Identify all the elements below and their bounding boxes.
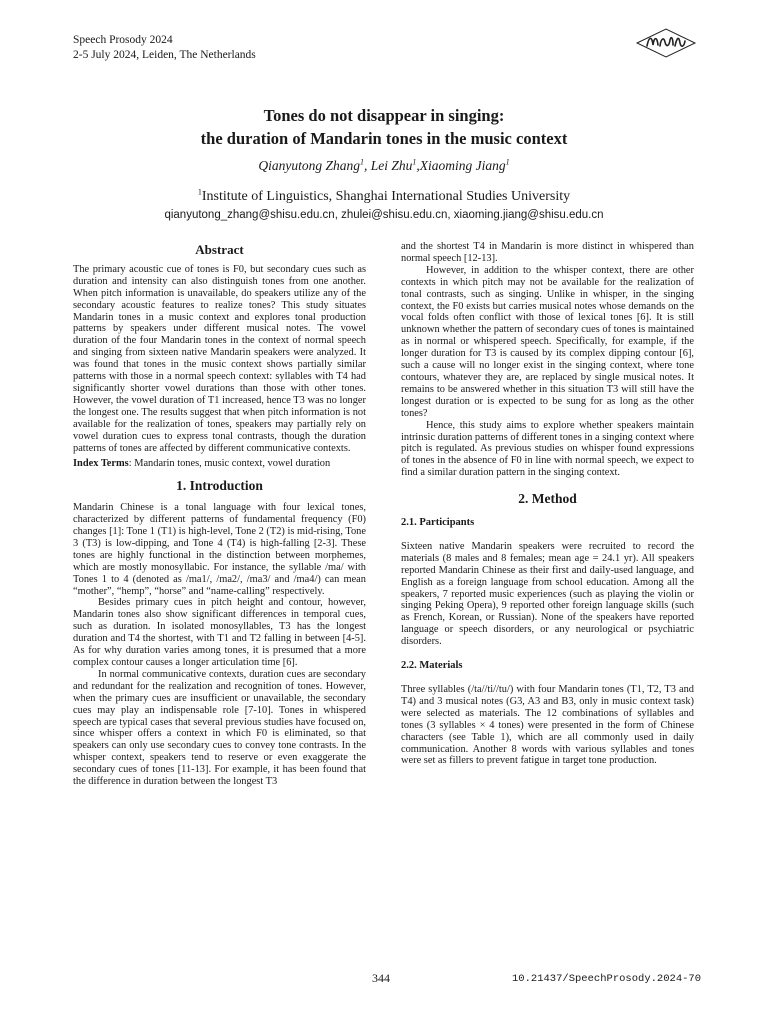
- materials-text: Three syllables (/ta//ti//tu/) with four Mandarin tones (T1, T2, T3 and T4) and 3 musical notes (G3, A3 and B3, only in music context task) were selected as materials. The 12 combinations of syllables and tones (3 syllables × 4 tones) were presented in the form of Chinese characters (see Table 1), which are all commonly used in daily communication. Another 8 words with various syllables and tones were set as fillers to prevent fatigue in target tone production.: [401, 684, 694, 767]
- author-list: [60, 158, 708, 174]
- intro-paragraph-4: However, in addition to the whisper context, there are other contexts in which pitch may not be available for the realization of tonal contrasts, such as singing. Unlike in whisper, in the singing context, the F0 exists but carries musical notes whose demands on the vocal folds often conflict with those of lexical tones [6]. It is still unknown whether the pattern of secondary cues of tones is maintained as in normal or whispered speech. Specifically, for example, if the longer duration for T3 is caused by its complex dipping contour [6], such a cause will no longer exist in the singing context, where tone contours, whatever they are, are replaced by single musical notes. It remains to be answered whether in this situation T3 will still have the longest duration or is expected to be sung for as long as the other tones?: [401, 264, 694, 419]
- affiliation-text: Institute of Linguistics, Shanghai International Studies University: [201, 189, 571, 204]
- index-terms-label: Index Terms: [73, 458, 129, 470]
- author-affil-mark: 1: [505, 157, 510, 167]
- intro-paragraph-5: Hence, this study aims to explore whether speakers maintain intrinsic duration patterns of different tones in a singing context where pitch is regulated. As previous studies on whisper found expressions of tones in the absence of F0 in line with normal speech, we expect to find a similar duration pattern in the singing context.: [401, 419, 694, 479]
- affiliation-mark: 1: [197, 187, 202, 197]
- intro-paragraph-2: Besides primary cues in pitch height and contour, however, Mandarin tones also show significant differences in temporal cues, such as duration. In isolated monosyllables, T3 has the longest duration and T4 the shortest, with T1 and T2 falling in between [4-5]. As for why duration varies among tones, it is presumed that a more complex contour causes a longer articulation time [6].: [73, 597, 366, 668]
- author-affil-mark: 1: [412, 157, 417, 167]
- abstract-text: The primary acoustic cue of tones is F0, but secondary cues such as duration and intensity can also distinguish tones from one another. When pitch information is unavailable, do speakers utilize any of the secondary acoustic features to realize tones? This study situates Mandarin tones in a music context and explores tonal production patterns by speakers under different musical notes. The vowel duration of the four Mandarin tones in the context of normal speech and singing from sixteen native Mandarin speakers were analyzed. It was found that tones in the music context shows partially similar patterns with those in a normal speech context: syllables with T4 had significantly shorter vowel durations than those with other tones. However, the vowel duration of T1 increased, hence T3 was no longer the longest one. The results suggest that when pitch information is not available for the realization of tones, speakers may partially rely on vowel duration cues to express tonal contrasts, though the duration patterns of tones are affected by different communicative contexts.: [73, 263, 366, 454]
- page-number: 344: [372, 971, 390, 985]
- author-name: Xiaoming Jiang: [419, 158, 506, 173]
- author-name: Qianyutong Zhang: [258, 158, 360, 173]
- paper-title: [60, 104, 708, 150]
- doi: 10.21437/SpeechProsody.2024-70: [512, 973, 702, 985]
- participants-text: Sixteen native Mandarin speakers were recruited to record the materials (8 males and 8 females; mean age = 24.1 yr). All speakers reported Mandarin Chinese as their first and daily-used language, and English as a foreign language from school education. Among all the speakers, 7 reported music experiences (such as playing the violin or singing Peking Opera), 9 reported other foreign language skills (such as French, Korean, or Russian). None of the speakers have reported language or speech disorders, or any neurological or psychiatric disorders.: [401, 540, 694, 648]
- right-column: [401, 241, 694, 767]
- affiliation: [60, 189, 708, 205]
- author-name: Lei Zhu: [370, 158, 413, 173]
- intro-paragraph-3-continued: and the shortest T4 in Mandarin is more distinct in whispered than normal speech [12-13].: [401, 241, 694, 264]
- author-separator: ,: [416, 158, 420, 173]
- participants-heading: 2.1. Participants: [401, 517, 475, 529]
- method-heading: 2. Method: [518, 491, 577, 507]
- introduction-heading: 1. Introduction: [176, 478, 263, 494]
- materials-heading: 2.2. Materials: [401, 660, 463, 672]
- conference-header: [73, 33, 256, 63]
- conference-name: Speech Prosody 2024: [73, 34, 173, 46]
- speech-prosody-logo: [635, 28, 697, 58]
- abstract-heading: Abstract: [195, 242, 244, 257]
- left-column: [73, 244, 366, 788]
- title-line-1: Tones do not disappear in singing:: [263, 106, 505, 125]
- intro-paragraph-1: Mandarin Chinese is a tonal language with four lexical tones, characterized by different patterns of fundamental frequency (F0) changes [1]: Tone 1 (T1) is high-level, Tone 2 (T2) is mid-rising, Tone 3 (T3) is low-dipping, and Tone 4 (T4) is high-falling [2-3]. These tones are highly functional in the distinction between morphemes, which are mostly monosyllabic. For instance, the syllable /ma/ with Tones 1 to 4 (denoted as /ma1/, /ma2/, /ma3/ and /ma4/) can mean “mother”, “hemp”, “horse” and “name-calling” respectively.: [73, 502, 366, 597]
- intro-paragraph-3: In normal communicative contexts, duration cues are secondary and redundant for the realization and recognition of tones. However, when the primary cues are insufficient or unavailable, the secondary cues may play an indispensable role [7-10]. Tones in whispered speech are typical cases that several previous studies have focused on, since whisper offers a context in which F0 is eliminated, so that speakers can only use secondary cues to convey tone contrasts. In the whisper context, speakers tend to reserve or even exaggerate the secondary cues of tones [11-13]. For example, it has been found that the difference in duration between the longest T3: [73, 668, 366, 788]
- title-line-2: the duration of Mandarin tones in the music context: [200, 129, 568, 148]
- author-emails: qianyutong_zhang@shisu.edu.cn, zhulei@shisu.edu.cn, xiaoming.jiang@shisu.edu.cn: [164, 209, 604, 221]
- author-affil-mark: 1: [360, 157, 364, 167]
- index-terms-text: : Mandarin tones, music context, vowel duration: [128, 458, 331, 470]
- index-terms: [73, 458, 366, 470]
- author-separator: ,: [364, 158, 371, 173]
- conference-location: 2-5 July 2024, Leiden, The Netherlands: [73, 49, 256, 61]
